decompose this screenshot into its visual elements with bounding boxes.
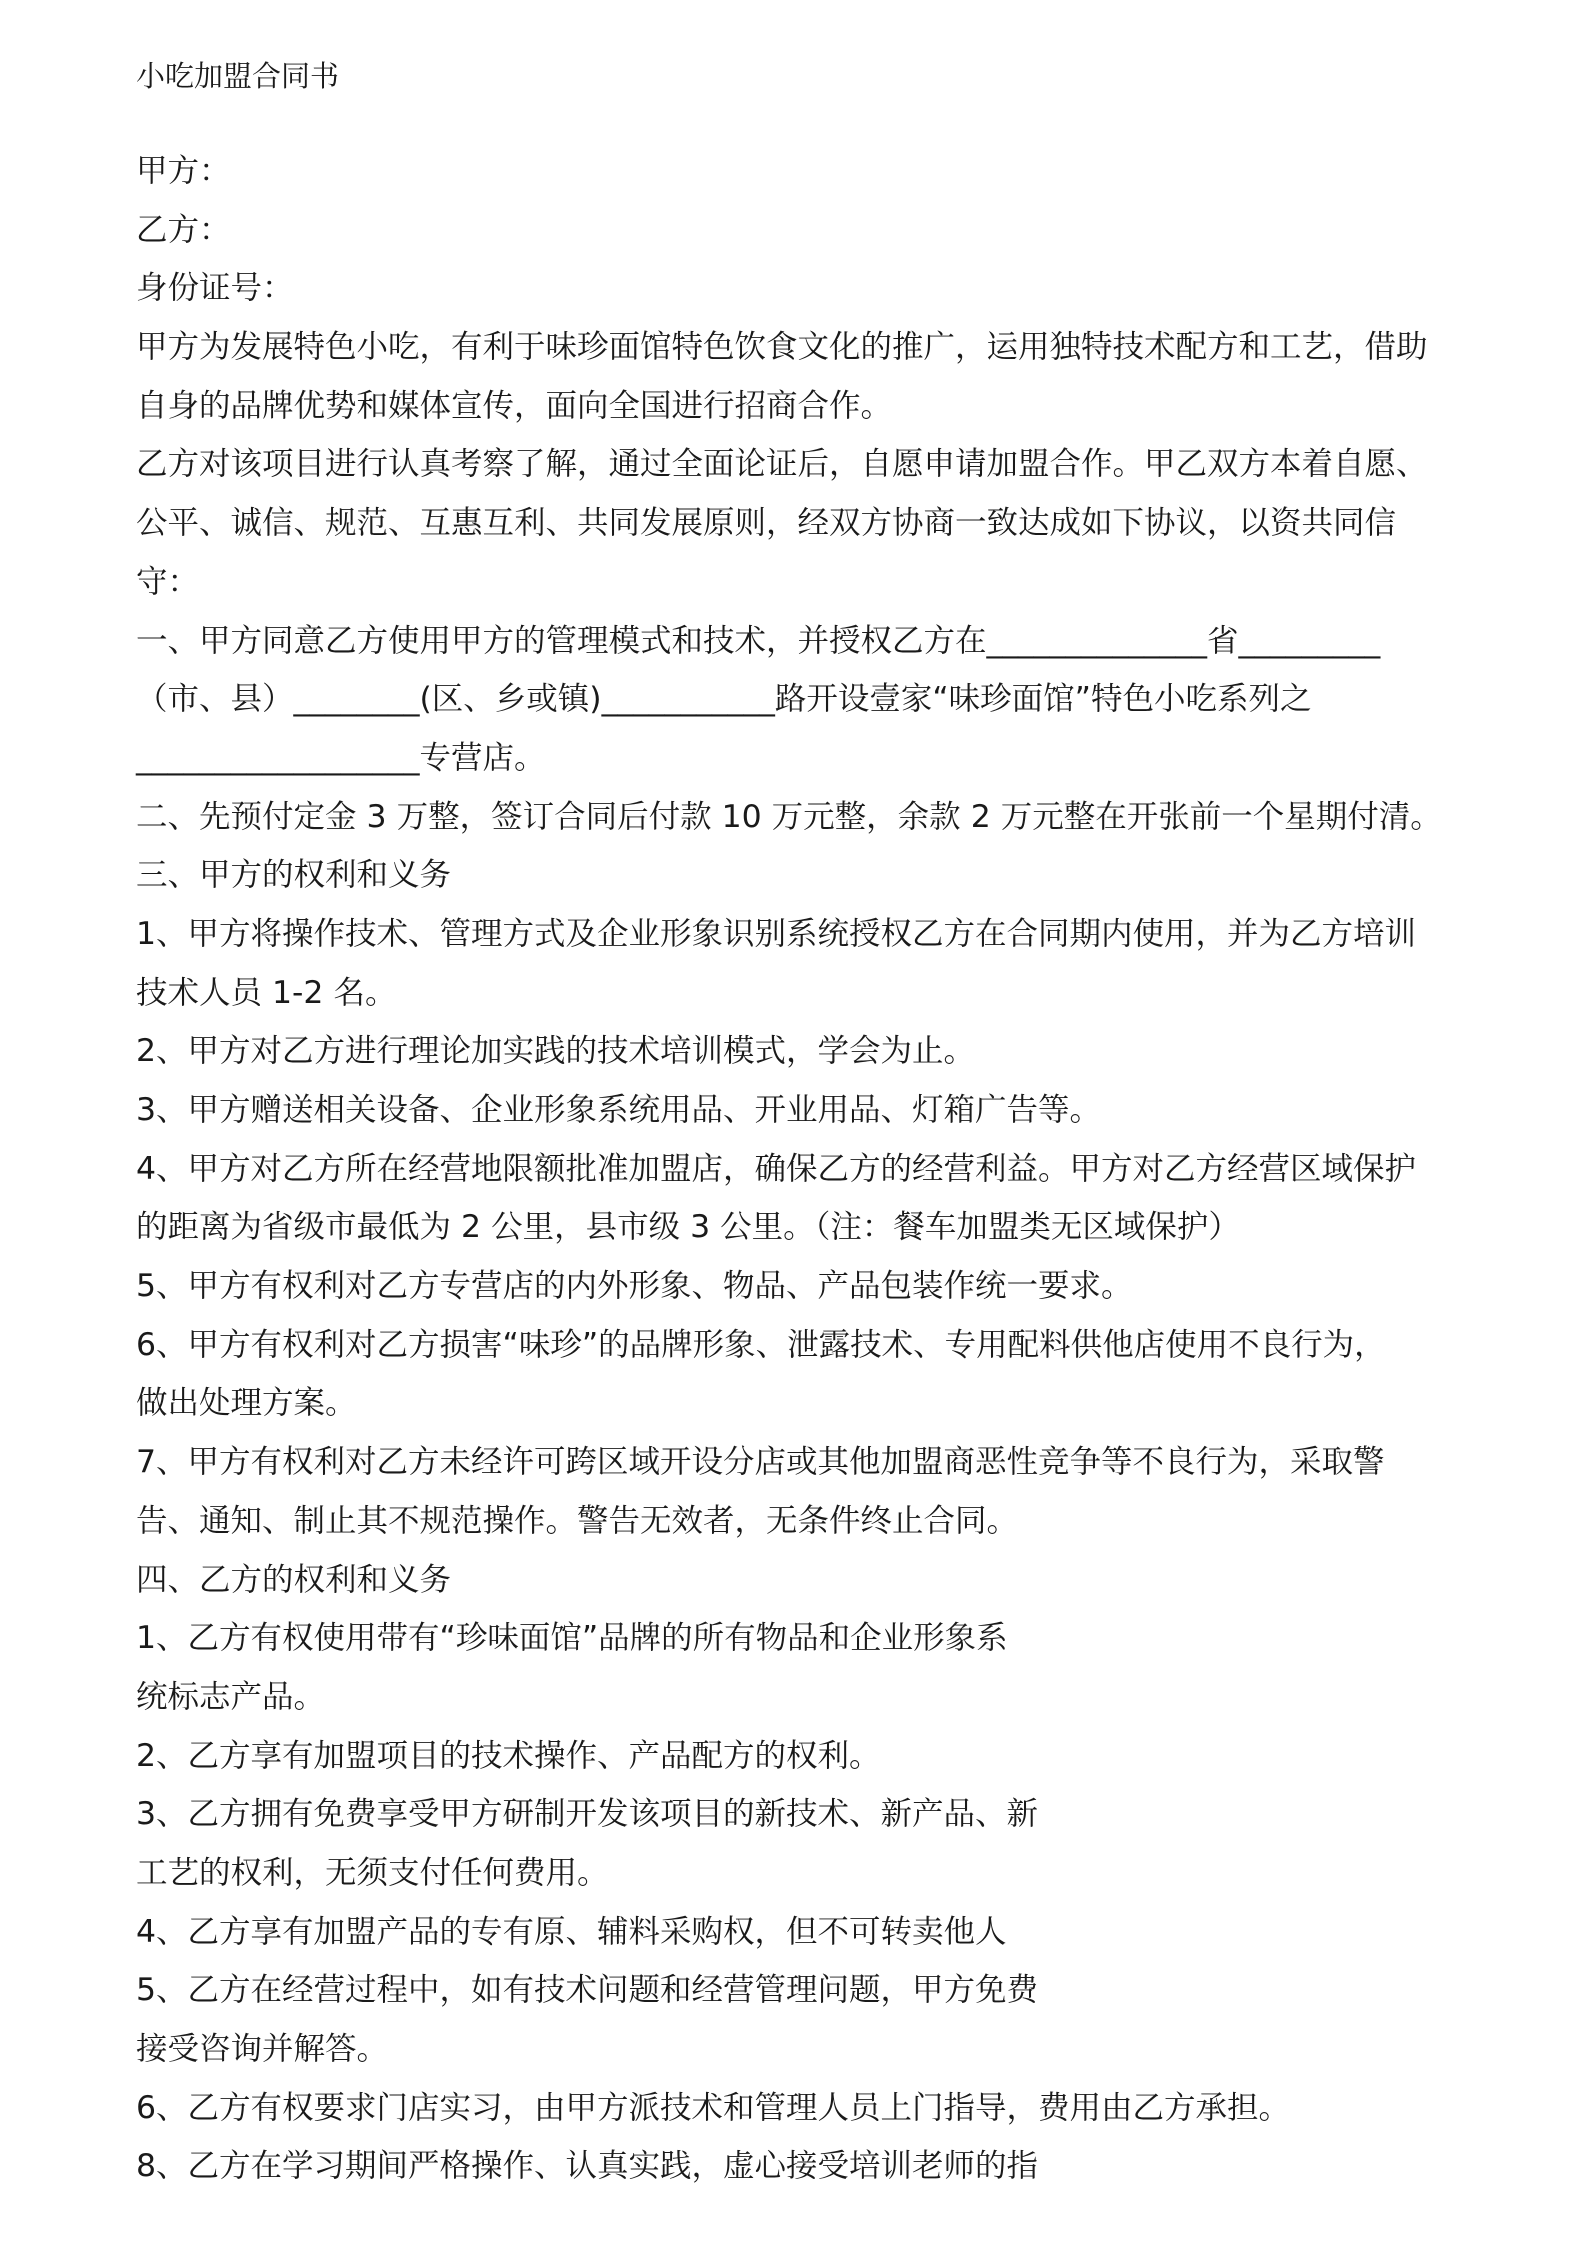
section-heading: 四、乙方的权利和义务 — [136, 1561, 452, 1598]
clause-line: 1、甲方将操作技术、管理方式及企业形象识别系统授权乙方在合同期内使用，并为乙方培训 — [136, 915, 1417, 952]
clause-line: 接受咨询并解答。 — [136, 2031, 389, 2067]
clause-line: 1、乙方有权使用带有“珍味面馆”品牌的所有物品和企业形象系 — [136, 1620, 1008, 1657]
clause-line: 3、甲方赠送相关设备、企业形象系统用品、开业用品、灯箱广告等。 — [136, 1092, 1102, 1128]
paragraph-line: 乙方对该项目进行认真考察了解，通过全面论证后，自愿申请加盟合作。甲乙双方本着自愿、 — [136, 446, 1428, 483]
clause-line: 5、乙方在经营过程中，如有技术问题和经营管理问题，甲方免费 — [136, 1972, 1039, 2009]
clause-line: 工艺的权利，无须支付任何费用。 — [136, 1854, 609, 1891]
clause-line: __________________专营店。 — [136, 739, 546, 776]
paragraph-line: 甲方为发展特色小吃，有利于味珍面馆特色饮食文化的推广，运用独特技术配方和工艺，借助 — [136, 329, 1428, 366]
document-body — [136, 142, 1466, 2196]
clause-line: 2、乙方享有加盟项目的技术操作、产品配方的权利。 — [136, 1737, 881, 1774]
clause-line: 4、甲方对乙方所在经营地限额批准加盟店，确保乙方的经营利益。甲方对乙方经营区域保护 — [136, 1150, 1417, 1187]
clause-line: 做出处理方案。 — [136, 1385, 357, 1422]
clause-line: 告、通知、制止其不规范操作。警告无效者，无条件终止合同。 — [136, 1502, 1019, 1539]
clause-line: 5、甲方有权利对乙方专营店的内外形象、物品、产品包装作统一要求。 — [136, 1268, 1133, 1305]
clause-line: 7、甲方有权利对乙方未经许可跨区域开设分店或其他加盟商恶性竞争等不良行为，采取警 — [136, 1444, 1385, 1481]
paragraph-line: 公平、诚信、规范、互惠互利、共同发展原则，经双方协商一致达成如下协议，以资共同信 — [136, 505, 1397, 542]
clause-line: 的距离为省级市最低为 2 公里，县市级 3 公里。（注：餐车加盟类无区域保护） — [136, 1209, 1240, 1246]
section-heading: 三、甲方的权利和义务 — [136, 857, 452, 894]
clause-line: （市、县）________(区、乡或镇)___________路开设壹家“味珍面馆”特色小吃系列之 — [136, 681, 1312, 718]
clause-line: 8、乙方在学习期间严格操作、认真实践，虚心接受培训老师的指 — [136, 2148, 1039, 2185]
clause-line: 一、甲方同意乙方使用甲方的管理模式和技术，并授权乙方在______________省_________ — [136, 622, 1381, 659]
paragraph-line: 自身的品牌优势和媒体宣传，面向全国进行招商合作。 — [136, 387, 893, 424]
paragraph-line: 守： — [136, 563, 200, 600]
id-number-line: 身份证号： — [136, 270, 294, 307]
clause-line: 4、乙方享有加盟产品的专有原、辅料采购权，但不可转卖他人 — [136, 1913, 1007, 1950]
clause-line: 2、甲方对乙方进行理论加实践的技术培训模式，学会为止。 — [136, 1033, 976, 1070]
clause-line: 6、甲方有权利对乙方损害“味珍”的品牌形象、泄露技术、专用配料供他店使用不良行为， — [136, 1326, 1386, 1363]
clause-line: 6、乙方有权要求门店实习，由甲方派技术和管理人员上门指导，费用由乙方承担。 — [136, 2089, 1291, 2126]
party-a-line: 甲方： — [136, 153, 231, 189]
document-title: 小吃加盟合同书 — [136, 59, 340, 93]
clause-line: 二、先预付定金 3 万整，签订合同后付款 10 万元整，余款 2 万元整在开张前一个星期付清。 — [136, 798, 1442, 835]
clause-line: 3、乙方拥有免费享受甲方研制开发该项目的新技术、新产品、新 — [136, 1796, 1039, 1833]
party-b-line: 乙方： — [136, 211, 231, 248]
clause-line: 统标志产品。 — [136, 1678, 326, 1715]
clause-line: 技术人员 1-2 名。 — [136, 974, 397, 1011]
